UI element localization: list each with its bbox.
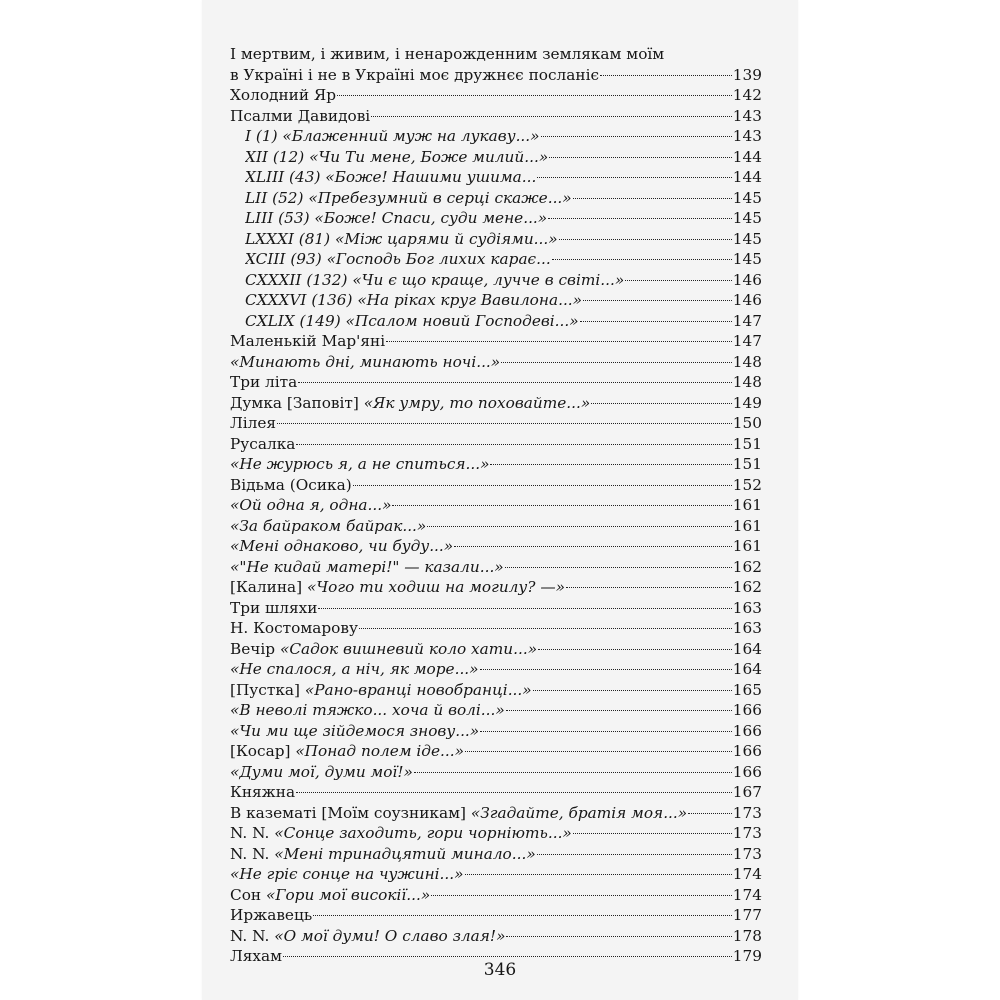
toc-entry-title-plain: Лілея [230,414,277,432]
toc-entry-title [230,413,276,434]
toc-entry-page: 142 [732,86,762,104]
toc-entry-title [230,823,572,844]
toc-entry [230,311,762,332]
toc-entry-title-plain: N. N. [230,844,275,863]
toc-entry [230,85,762,106]
toc-leader-dots [371,116,732,117]
toc-entry-page: 174 [732,865,762,883]
toc-entry [230,700,762,721]
toc-leader-dots [573,833,732,834]
toc-entry-title-italic: «О мої думи! О славо злая!» [274,926,506,945]
toc-leader-dots [298,382,732,383]
toc-entry-page: 145 [732,250,762,268]
toc-leader-dots [480,669,732,670]
toc-entry-title-plain: Н. Костомарову [230,619,358,637]
toc-entry [230,167,762,188]
toc-entry-page: 146 [732,291,762,309]
toc-entry-title-italic: «В неволі тяжко... хоча й волі...» [230,701,505,719]
toc-entry [230,454,762,475]
toc-entry [230,208,762,229]
toc-entry-page: 150 [732,414,762,432]
toc-entry-page: 161 [732,516,762,535]
toc-leader-dots [359,628,732,629]
toc-entry-title-plain: Три шляхи [230,598,318,617]
toc-entry-title-italic: XCIII (93) «Господь Бог лихих карає... [245,250,551,268]
toc-leader-dots [454,546,732,547]
toc-entry [230,434,762,455]
toc-entry-title [230,331,385,352]
toc-entry [230,352,762,373]
toc-leader-dots [501,362,732,363]
toc-entry-title-italic: «Згадайте, братія моя...» [470,803,688,822]
toc-leader-dots [559,239,732,240]
toc-entry [230,270,762,291]
toc-entry-title [230,803,687,824]
toc-entry-title [230,352,500,373]
toc-leader-dots [480,731,732,732]
toc-leader-dots [600,75,732,76]
toc-leader-dots [392,505,731,506]
toc-entry [230,762,762,783]
toc-entry-title-italic: LIII (53) «Боже! Спаси, суди мене...» [245,209,548,227]
toc-entry-page: 149 [732,393,762,412]
toc-entry-title-plain: Сон [230,885,266,904]
toc-entry-title [230,495,391,516]
toc-leader-dots [465,874,732,875]
toc-entry-title-plain: Маленькій Мар'яні [230,332,386,350]
toc-entry-title-italic: «За байраком байрак...» [230,516,427,535]
toc-entry-title-plain: Псалми Давидові [230,106,371,125]
toc-leader-dots [386,341,732,342]
toc-leader-dots [533,690,732,691]
toc-entry [230,475,762,496]
toc-entry-title-plain: В казематі [Моїм соузникам] [230,803,471,822]
toc-entry-page: 177 [732,906,762,924]
toc-entry-title [230,475,352,496]
toc-entry-title [245,147,548,168]
toc-entry-page: 151 [732,455,762,473]
toc-entry-title-italic: CXLIX (149) «Псалом новий Господеві...» [245,311,579,330]
toc-entry [230,823,762,844]
toc-entry [230,249,762,270]
toc-entry-title-italic: «Садок вишневий коло хати...» [279,639,538,658]
toc-entry-title-plain: N. N. [230,824,275,842]
toc-entry [230,885,762,906]
toc-leader-dots [537,854,732,855]
toc-entry-title [230,598,317,619]
toc-entry-title-italic: XLIII (43) «Боже! Нашими ушима... [245,168,537,186]
toc-entry-page: 145 [732,229,762,248]
toc-entry-page: 152 [732,475,762,494]
toc-entry-title [230,926,505,947]
toc-entry-page: 164 [732,639,762,658]
toc-entry [230,229,762,250]
toc-leader-dots [506,710,732,711]
toc-entry [230,372,762,393]
toc-entry [230,577,762,598]
toc-entry-title-italic: «Не спалося, а ніч, як море...» [230,660,479,678]
toc-leader-dots [625,280,732,281]
toc-entry-title-italic: «Мені однаково, чи буду...» [230,537,454,555]
toc-entry [230,639,762,660]
toc-entry-title-italic: «Чи ми ще зійдемося знову...» [230,721,480,740]
toc-entry-page: 147 [732,332,762,350]
toc-leader-dots [313,915,732,916]
toc-entry-title [230,577,565,598]
toc-entry-title [230,85,336,106]
table-of-contents [230,44,762,967]
toc-entry-title [230,741,464,762]
toc-leader-dots [591,403,732,404]
toc-entry [230,188,762,209]
toc-entry-title-plain: Ляхам [230,947,283,965]
toc-entry-page: 161 [732,496,762,514]
toc-entry-title-italic: «Не журюсь я, а не спиться...» [230,455,490,473]
toc-entry-page: 179 [732,947,762,965]
toc-entry-title-plain: [Косар] [230,742,296,760]
toc-entry-title-plain: Иржавець [230,906,313,924]
toc-entry [230,331,762,352]
toc-leader-dots [505,567,732,568]
toc-entry [230,721,762,742]
toc-entry-title-plain: Думка [Заповіт] [230,393,364,412]
toc-entry-title-plain: Холодний Яр [230,86,337,104]
toc-entry-title [245,229,558,250]
toc-entry-title [245,188,572,209]
toc-leader-dots [296,792,732,793]
toc-entry [230,659,762,680]
toc-entry [230,557,762,578]
toc-leader-dots [566,587,732,588]
toc-entry-title-italic: «Ой одна я, одна...» [230,496,392,514]
toc-leader-dots [573,198,732,199]
toc-entry [230,905,762,926]
toc-entry [230,290,762,311]
toc-leader-dots [431,895,732,896]
toc-entry-title [230,618,358,639]
toc-entry-page: 173 [732,844,762,863]
toc-entry-list [230,65,762,967]
toc-entry-title-plain: Княжна [230,783,296,801]
toc-leader-dots [537,177,731,178]
toc-entry-page: 165 [732,680,762,699]
toc-entry-title [230,516,426,537]
toc-entry-title-italic: «Рано-вранці новобранці...» [304,680,532,699]
toc-leader-dots [548,218,732,219]
toc-entry [230,147,762,168]
toc-entry-title [230,680,532,701]
toc-entry [230,782,762,803]
toc-entry-page: 144 [732,147,762,166]
toc-entry-title-italic: CXXXVI (136) «На ріках круг Вавилона...» [245,291,583,309]
toc-heading-text: І мертвим, і живим, і ненарожденним землякам моїм [230,45,665,63]
toc-entry-title-italic: «Думи мої, думи мої!» [230,762,413,781]
toc-entry-title-plain: [Калина] [230,578,307,596]
toc-entry-page: 148 [732,352,762,371]
toc-entry-page: 162 [732,578,762,596]
toc-entry-page: 143 [732,127,762,145]
toc-entry-title-italic: «"Не кидай матері!" — казали...» [230,557,504,576]
toc-entry-page: 147 [732,311,762,330]
toc-entry-title-italic: CXXXII (132) «Чи є що краще, лучче в світі...» [245,270,625,289]
toc-entry-title [245,167,536,188]
toc-entry-page: 143 [732,106,762,125]
toc-entry [230,126,762,147]
toc-entry-page: 173 [732,803,762,822]
toc-entry-title [230,372,297,393]
toc-entry-title [230,762,413,783]
toc-entry-title [230,557,504,578]
toc-entry-title-italic: «Мені тринадцятий минало...» [274,844,536,863]
toc-entry-title [230,844,536,865]
toc-entry-title-plain: в Україні і не в Україні моє дружнєє посланіє [230,65,600,84]
toc-entry-title-plain: Русалка [230,434,296,453]
toc-heading-line [230,44,762,65]
toc-leader-dots [337,95,732,96]
toc-leader-dots [688,813,732,814]
toc-entry [230,844,762,865]
toc-entry-title-italic: «Минають дні, минають ночі...» [230,352,501,371]
toc-leader-dots [549,157,732,158]
toc-entry-title-plain: Відьма (Осика) [230,475,352,494]
toc-leader-dots [414,772,732,773]
toc-entry-title [230,639,537,660]
toc-entry [230,536,762,557]
toc-entry-page: 163 [732,619,762,637]
toc-entry-page: 167 [732,783,762,801]
toc-entry [230,516,762,537]
toc-leader-dots [490,464,731,465]
toc-entry-title [245,208,547,229]
toc-entry-title [245,270,624,291]
toc-entry-title-italic: «Чого ти ходиш на могилу? —» [307,578,566,596]
toc-leader-dots [277,423,732,424]
toc-leader-dots [552,259,732,260]
toc-entry-title [245,126,540,147]
toc-entry-page: 148 [732,373,762,391]
toc-entry-page: 174 [732,885,762,904]
toc-leader-dots [427,526,732,527]
toc-entry-title [245,311,579,332]
toc-entry-page: 162 [732,557,762,576]
toc-entry-title [230,65,599,86]
toc-entry [230,680,762,701]
toc-entry-title [230,700,505,721]
toc-entry-title-italic: «Не гріє сонце на чужині...» [230,865,464,883]
toc-entry [230,803,762,824]
toc-entry [230,598,762,619]
toc-entry-page: 166 [732,762,762,781]
toc-entry [230,618,762,639]
toc-entry-title-italic: «Як умру, то поховайте...» [363,393,591,412]
toc-entry-page: 173 [732,824,762,842]
toc-entry-page: 178 [732,926,762,945]
toc-entry-title-italic: «Сонце заходить, гори чорніють...» [274,824,572,842]
toc-entry-title [230,393,590,414]
toc-entry-title [230,864,464,885]
toc-entry-title-italic: I (1) «Блаженний муж на лукаву...» [245,127,540,145]
toc-entry-title [230,659,479,680]
toc-entry-title [230,106,370,127]
toc-entry-page: 161 [732,537,762,555]
toc-entry [230,413,762,434]
toc-entry-title [245,290,582,311]
toc-leader-dots [318,608,731,609]
toc-entry-page: 166 [732,721,762,740]
toc-entry-page: 144 [732,168,762,186]
toc-leader-dots [506,936,731,937]
toc-leader-dots [465,751,732,752]
toc-leader-dots [541,136,732,137]
toc-entry-title-italic: XII (12) «Чи Ти мене, Боже милий...» [245,147,549,166]
toc-entry-page: 166 [732,742,762,760]
page-number: 346 [483,960,517,980]
toc-leader-dots [353,485,732,486]
toc-entry [230,864,762,885]
toc-entry-title-plain: Три літа [230,373,298,391]
toc-entry-title-plain: [Пустка] [230,680,305,699]
toc-leader-dots [296,444,731,445]
toc-entry-page: 145 [732,188,762,207]
toc-entry-title [230,536,453,557]
toc-entry-page: 151 [732,434,762,453]
toc-entry-title [230,721,479,742]
toc-entry-title-italic: «Понад полем іде...» [295,742,464,760]
toc-entry-page: 146 [732,270,762,289]
toc-entry-title [245,249,551,270]
toc-entry [230,65,762,86]
toc-entry [230,106,762,127]
toc-leader-dots [283,956,732,957]
toc-entry-page: 139 [732,65,762,84]
toc-entry-title [230,905,312,926]
toc-entry-page: 166 [732,701,762,719]
toc-entry-title-plain: N. N. [230,926,275,945]
toc-entry-title [230,782,295,803]
toc-leader-dots [580,321,732,322]
toc-entry [230,926,762,947]
toc-entry-title [230,434,295,455]
toc-entry-title-italic: LXXXI (81) «Між царями й судіями...» [245,229,558,248]
toc-entry-page: 163 [732,598,762,617]
toc-leader-dots [538,649,732,650]
toc-entry [230,495,762,516]
toc-entry-title-italic: LII (52) «Пребезумний в серці скаже...» [245,188,572,207]
toc-entry [230,741,762,762]
toc-entry-page: 145 [732,209,762,227]
toc-entry-page: 164 [732,660,762,678]
toc-entry-title [230,454,489,475]
toc-entry-title-plain: Вечір [230,639,280,658]
toc-entry [230,393,762,414]
toc-entry-title-italic: «Гори мої високії...» [265,885,431,904]
toc-leader-dots [583,300,732,301]
toc-entry-title [230,885,430,906]
